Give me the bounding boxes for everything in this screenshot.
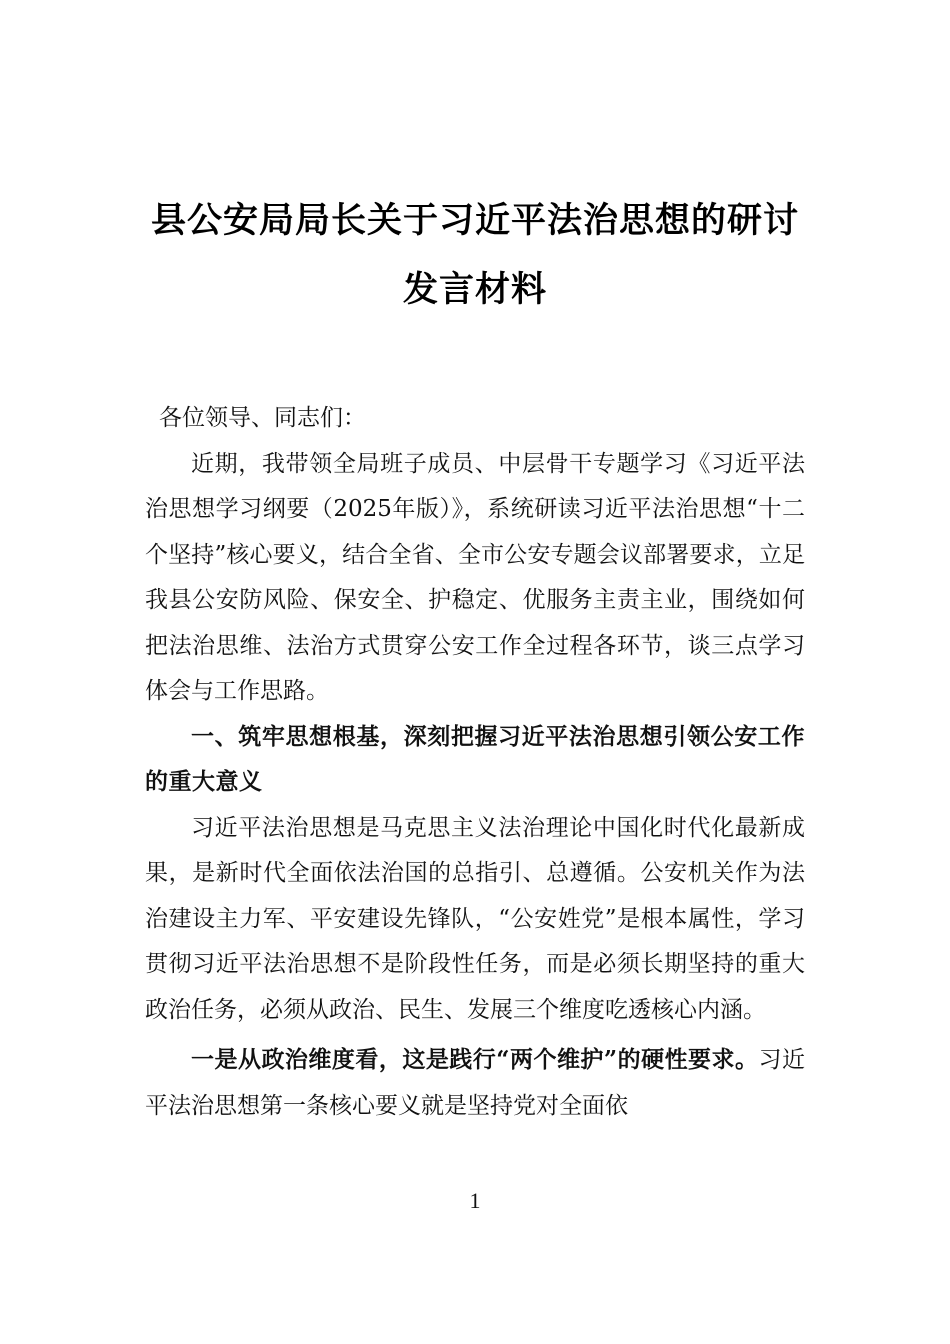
document-title-line-1: 县公安局局长关于习近平法治思想的研讨 bbox=[150, 200, 799, 241]
document-title-line-2: 发言材料 bbox=[402, 269, 547, 310]
paragraph-3 bbox=[145, 1037, 805, 1129]
page-number: 1 bbox=[469, 1188, 481, 1213]
paragraph-2: 习近平法治思想是马克思主义法治理论中国化时代化最新成果，是新时代全面依法治国的总指引、总遵循。公安机关作为法治建设主力军、平安建设先锋队，“公安姓党”是根本属性，学习贯彻习近平法治思想不是阶段性任务，而是必须长期坚持的重大政治任务，必须从政治、民生、发展三个维度吃透核心内涵。 bbox=[145, 814, 805, 1023]
paragraph-3-lead: 一是从政治维度看，这是践行“两个维护”的硬性要求。 bbox=[191, 1046, 759, 1073]
document-body bbox=[145, 396, 805, 1129]
section-heading-1: 一、筑牢思想根基，深刻把握习近平法治思想引领公安工作的重大意义 bbox=[145, 723, 805, 795]
salutation: 各位领导、同志们： bbox=[159, 405, 366, 431]
paragraph-intro: 近期，我带领全局班子成员、中层骨干专题学习《习近平法治思想学习纲要（2025年版）》，系统研读习近平法治思想“十二个坚持”核心要义，结合全省、全市公安专题会议部署要求，立足我县公安防风险、保安全、护稳定、优服务主责主业，围绕如何把法治思维、法治方式贯穿公安工作全过程各环节，谈三点学习体会与工作思路。 bbox=[145, 450, 805, 704]
paragraph-3-rest: 习近平法治思想第一条核心要义就是坚持党对全面依 bbox=[145, 1047, 805, 1119]
